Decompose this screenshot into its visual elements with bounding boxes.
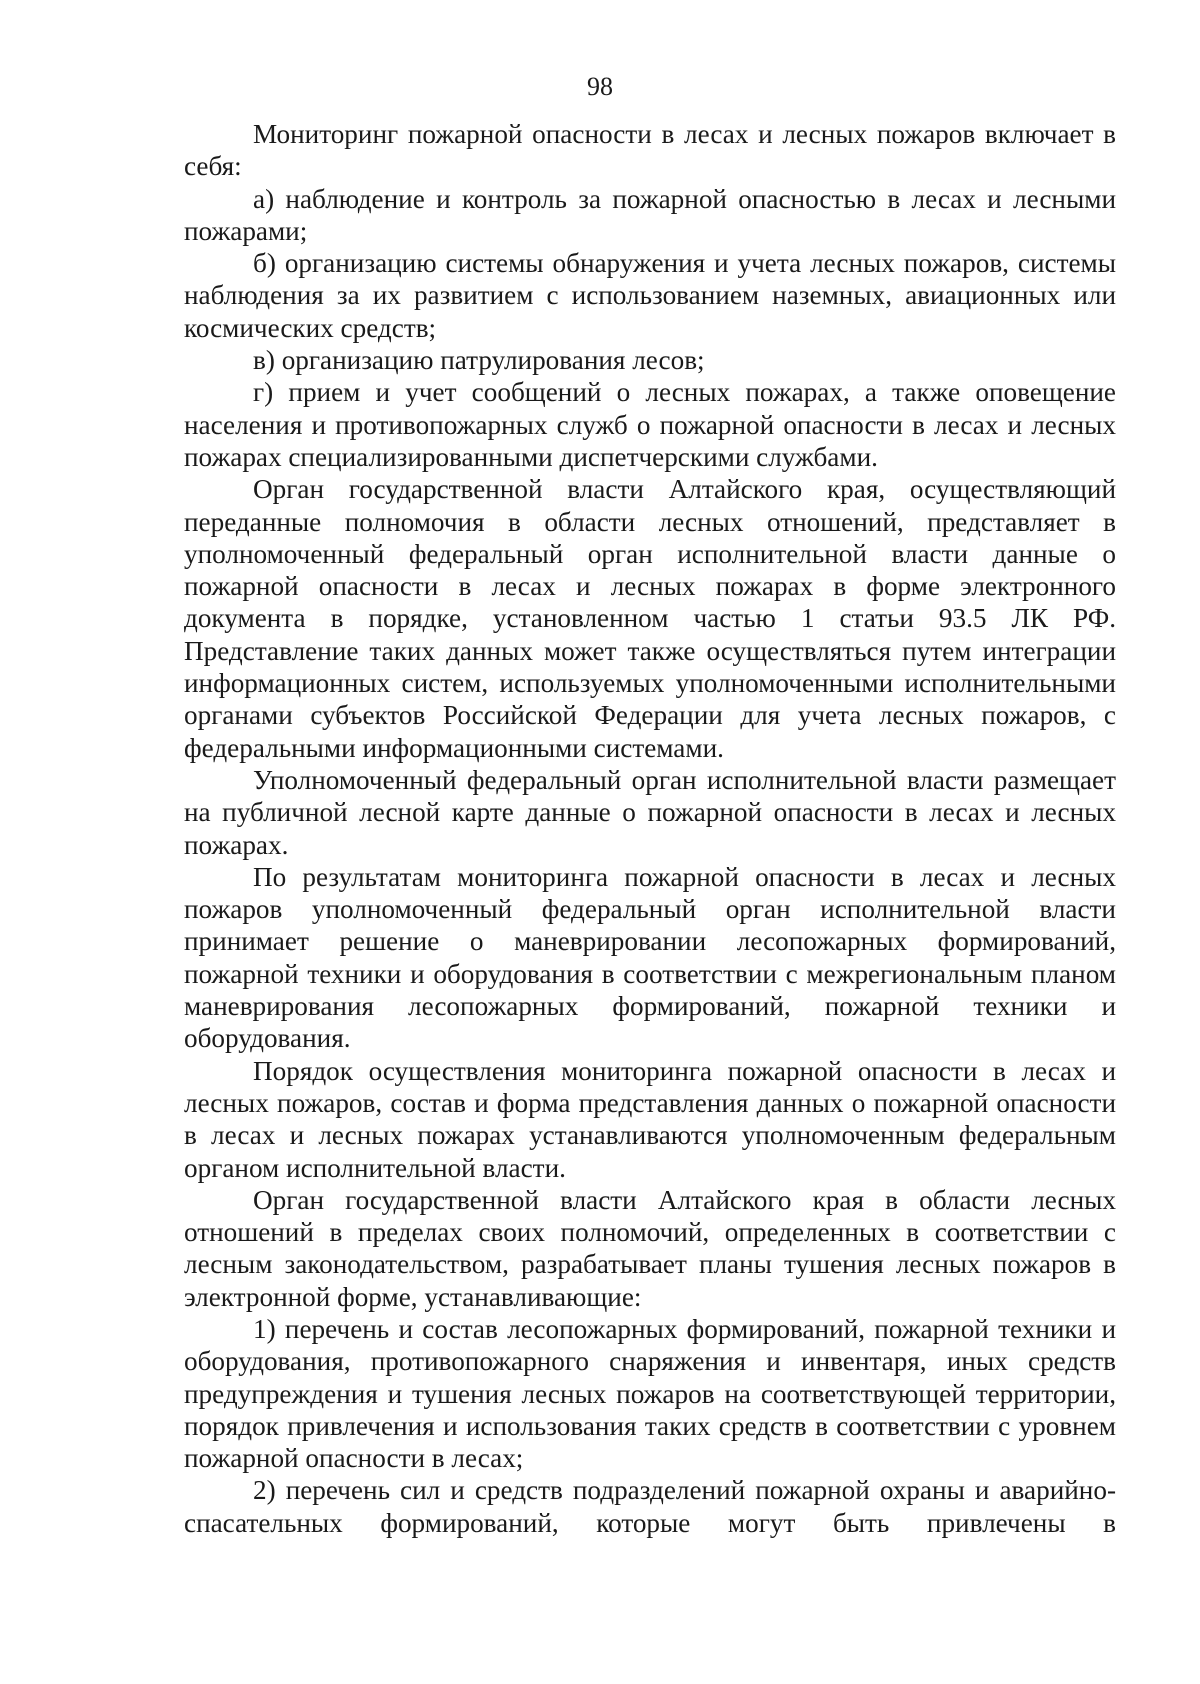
page-number: 98 [587, 72, 613, 101]
numbered-item-1: 1) перечень и состав лесопожарных формирований, пожарной техники и оборудования, противопожарного снаряжения и инвентаря, иных средств предупреждения и тушения лесных пожаров на соответствующей территории, порядок привлечения и использования таких средств в соответствии с уровнем пожарной опасности в лесах; [184, 1313, 1116, 1474]
paragraph-altai-authority-data: Орган государственной власти Алтайского края, осуществляющий переданные полномочия в области лесных отношений, представляет в уполномоченный федеральный орган исполнительной власти данные о пожарной опасности в лесах и лесных пожарах в форме электронного документа в порядке, установленном частью 1 статьи 93.5 ЛК РФ. Представление таких данных может также осуществляться путем интеграции информационных систем, используемых уполномоченными исполнительными органами субъектов Российской Федерации для учета лесных пожаров, с федеральными информационными системами. [184, 474, 1116, 763]
list-item-b: б) организацию системы обнаружения и учета лесных пожаров, системы наблюдения за их развитием с использованием наземных, авиационных или космических средств; [184, 248, 1116, 343]
list-item-g: г) прием и учет сообщений о лесных пожарах, а также оповещение населения и противопожарных служб о пожарной опасности в лесах и лесных пожарах специализированными диспетчерскими службами. [184, 377, 1116, 472]
paragraph-monitoring-procedure: Порядок осуществления мониторинга пожарной опасности в лесах и лесных пожаров, состав и форма представления данных о пожарной опасности в лесах и лесных пожарах устанавливаются уполномоченным федеральным органом исполнительной власти. [184, 1055, 1116, 1183]
paragraph-maneuvering-decision: По результатам мониторинга пожарной опасности в лесах и лесных пожаров уполномоченный федеральный орган исполнительной власти принимает решение о маневрировании лесопожарных формирований, пожарной техники и оборудования в соответствии с межрегиональным планом маневрирования лесопожарных формирований, пожарной техники и оборудования. [184, 861, 1116, 1054]
list-item-v: в) организацию патрулирования лесов; [253, 345, 705, 376]
paragraph-monitoring-intro: Мониторинг пожарной опасности в лесах и лесных пожаров включает в себя: [184, 119, 1116, 182]
numbered-item-2: 2) перечень сил и средств подразделений пожарной охраны и аварийно-спасательных формирований, которые могут быть привлечены в [184, 1475, 1116, 1538]
paragraph-fire-plans-intro: Орган государственной власти Алтайского края в области лесных отношений в пределах своих полномочий, определенных в соответствии с лесным законодательством, разрабатывает планы тушения лесных пожаров в электронной форме, устанавливающие: [184, 1184, 1116, 1312]
list-item-a: а) наблюдение и контроль за пожарной опасностью в лесах и лесными пожарами; [184, 183, 1116, 246]
document-body [184, 118, 1116, 1539]
paragraph-public-forest-map: Уполномоченный федеральный орган исполнительной власти размещает на публичной лесной карте данные о пожарной опасности в лесах и лесных пожарах. [184, 764, 1116, 860]
